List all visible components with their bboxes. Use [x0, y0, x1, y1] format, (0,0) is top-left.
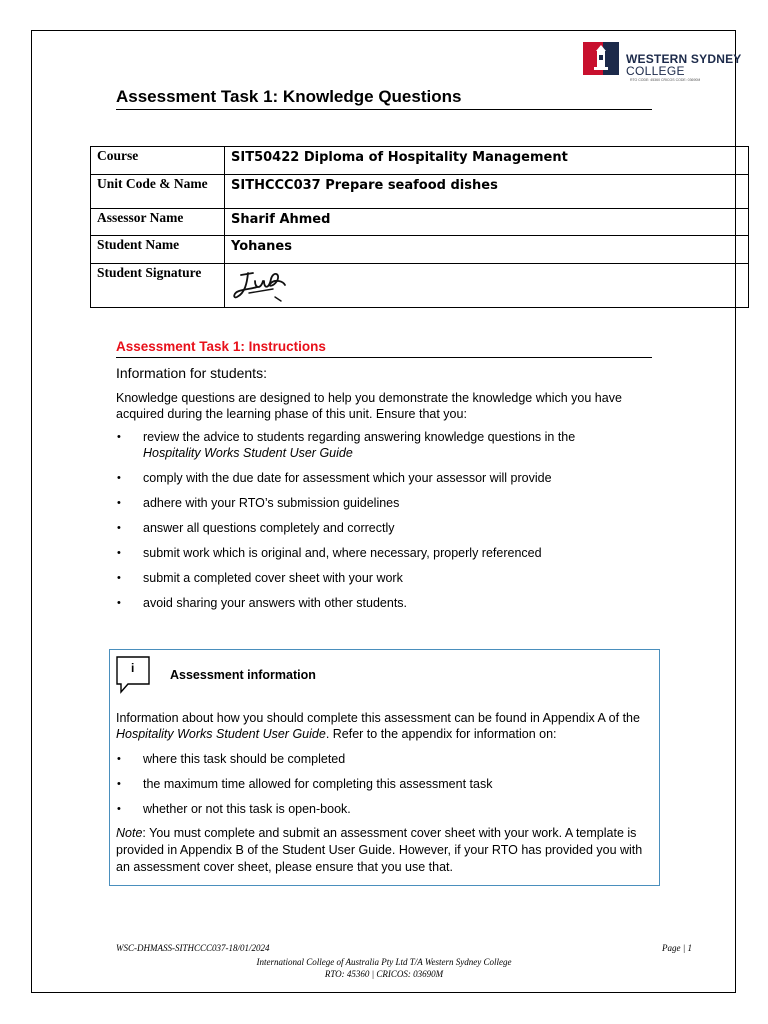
- user-guide-title: Hospitality Works Student User Guide: [116, 727, 326, 741]
- unit-code-label: Unit Code & Name: [91, 175, 225, 209]
- list-item: • avoid sharing your answers with other students.: [116, 595, 656, 611]
- footer-college-info: [134, 956, 634, 980]
- college-logo: [583, 42, 742, 86]
- footer-line-2: RTO: 45360 | CRICOS: 03690M: [324, 969, 444, 979]
- list-item: • submit a completed cover sheet with your work: [116, 570, 656, 586]
- info-icon-letter: i: [131, 661, 135, 675]
- student-name-value: Yohanes: [225, 236, 749, 264]
- list-item: • whether or not this task is open-book.: [116, 801, 650, 817]
- college-name-line2: COLLEGE: [626, 64, 685, 78]
- list-item: • comply with the due date for assessment which your assessor will provide: [116, 470, 656, 486]
- title-underline: [116, 109, 652, 110]
- footer-document-code: WSC-DHMASS-SITHCCC037-18/01/2024: [116, 943, 270, 953]
- instructions-heading: Assessment Task 1: Instructions: [116, 339, 326, 354]
- instructions-list: [116, 429, 656, 620]
- list-item: • submit work which is original and, where necessary, properly referenced: [116, 545, 656, 561]
- unit-code-value: SITHCCC037 Prepare seafood dishes: [225, 175, 749, 209]
- college-crest-icon: [583, 42, 619, 75]
- assessment-information-title: Assessment information: [170, 668, 316, 682]
- instructions-underline: [116, 357, 652, 358]
- list-item: [116, 429, 656, 461]
- handwritten-signature: [231, 267, 291, 305]
- student-signature-label: Student Signature: [91, 264, 225, 308]
- list-item: • the maximum time allowed for completing this assessment task: [116, 776, 650, 792]
- course-label: Course: [91, 147, 225, 175]
- college-name-line1: WESTERN SYDNEY: [626, 52, 742, 66]
- college-code-line: RTO CODE: 45360 CRICOS CODE: 03690M: [630, 78, 701, 82]
- table-row: [91, 209, 749, 236]
- info-speech-bubble-icon: [116, 656, 152, 694]
- list-item: • where this task should be completed: [116, 751, 650, 767]
- list-item-text: review the advice to students regarding answering knowledge questions in the: [143, 430, 576, 444]
- student-signature-cell: [225, 264, 749, 308]
- list-item: • adhere with your RTO’s submission guidelines: [116, 495, 656, 511]
- user-guide-title: Hospitality Works Student User Guide: [143, 446, 353, 460]
- student-name-label: Student Name: [91, 236, 225, 264]
- assessor-name-label: Assessor Name: [91, 209, 225, 236]
- page-title: Assessment Task 1: Knowledge Questions: [116, 87, 462, 106]
- assessor-name-value: Sharif Ahmed: [225, 209, 749, 236]
- note-label: Note: [116, 826, 143, 840]
- assessment-note: Note: You must complete and submit an assessment cover sheet with your work. A template is provided in Appendix B of the Student User Guide. However, if your RTO has provided you with an assessment cover sheet, please ensure that you use that.: [116, 826, 643, 874]
- course-value: SIT50422 Diploma of Hospitality Management: [225, 147, 749, 175]
- footer-line-1: International College of Australia Pty Ltd T/A Western Sydney College: [256, 957, 512, 967]
- assessment-information-text: Information about how you should complete this assessment can be found in Appendix A of the Hospitality Works Student User Guide. Refer to the appendix for information on:: [116, 711, 640, 741]
- details-table: [90, 146, 749, 308]
- assessment-information-list: [116, 751, 650, 826]
- table-row: [91, 147, 749, 175]
- list-item: • answer all questions completely and correctly: [116, 520, 656, 536]
- instructions-intro: Knowledge questions are designed to help you demonstrate the knowledge which you have acquired during the learning phase of this unit. Ensure that you:: [116, 391, 622, 421]
- table-row: [91, 175, 749, 209]
- information-for-students-heading: Information for students:: [116, 365, 267, 381]
- table-row: [91, 264, 749, 308]
- table-row: [91, 236, 749, 264]
- footer-page-number: Page | 1: [662, 943, 692, 953]
